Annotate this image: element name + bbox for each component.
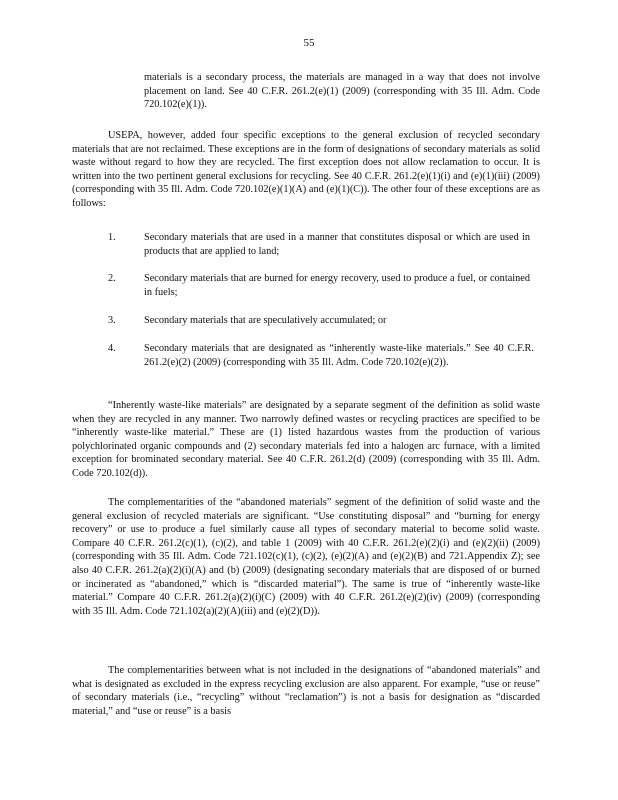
paragraph-express-exclusion: The complementarities between what is not included in the designations of “abandoned materials” and what is designated as excluded in the express recycling exclusion are also apparent. For example, “use or reuse” of secondary materials (i.e., “recycling” without “reclamation”) is not a basis for designation as “discarded material,” and “use or reuse” is a basis bbox=[72, 665, 540, 717]
list-item-number: 4. bbox=[108, 343, 116, 354]
list-item-number: 1. bbox=[108, 232, 116, 243]
list-item-text: Secondary materials that are speculatively accumulated; or bbox=[144, 315, 387, 326]
paragraph-complementarities: The complementarities of the “abandoned materials” segment of the definition of solid waste and the general exclusion of recycled materials are significant. “Use constituting disposal” and “burning for energy recovery” or use to produce a fuel similarly cause all types of secondary material to become solid waste. Compare 40 C.F.R. 261.2(c)(1), (c)(2), and table 1 (2009) with 40 C.F.R. 261.2(e)(2)(i) and (e)(2)(ii) (2009) (corresponding with 35 Ill. Adm. Code 721.102(c)(1), (c)(2), (e)(2)(A) and (e)(2)(B) and 721.Appendix Z); see also 40 C.F.R. 261.2(a)(2)(i)(A) and (b) (2009) (designating secondary materials that are disposed of or burned or incinerated as “abandoned,” which is “discarded material”). The same is true of “inherently waste-like material.” Compare 40 C.F.R. 261.2(a)(2)(i)(C) (2009) with 40 C.F.R. 261.2(e)(2)(iv) (2009) (corresponding with 35 Ill. Adm. Code 721.102(a)(2)(A)(iii) and (e)(2)(D)). bbox=[72, 497, 540, 617]
list-item-number: 3. bbox=[108, 315, 116, 326]
paragraph-inherently-waste-like: “Inherently waste-like materials” are designated by a separate segment of the definition as solid waste when they are recycled in any manner. Two narrowly defined wastes or recycling practices are specified to be “inherently waste-like material.” These are (1) listed hazardous wastes from the production of various polychlorinated organic compounds and (2) secondary materials fed into a halogen arc furnace, with a limited exception for brominated secondary material. See 40 C.F.R. 261.2(d) (2009) (corresponding with 35 Ill. Adm. Code 720.102(d)). bbox=[72, 400, 540, 479]
list-item-text: Secondary materials that are designated as “inherently waste-like materials.” See 40 C.F.R. 261.2(e)(2) (2009) (corresponding with 35 Ill. Adm. Code 720.102(e)(2)). bbox=[144, 343, 534, 368]
page-number: 55 bbox=[303, 37, 315, 49]
paragraph-continued: materials is a secondary process, the materials are managed in a way that does not involve placement on land. See 40 C.F.R. 261.2(e)(1) (2009) (corresponding with 35 Ill. Adm. Code 720.102(e)(1)). bbox=[144, 72, 540, 111]
list-item-text: Secondary materials that are burned for energy recovery, used to produce a fuel, or contained in fuels; bbox=[144, 273, 530, 298]
list-item-number: 2. bbox=[108, 273, 116, 284]
list-item-text: Secondary materials that are used in a manner that constitutes disposal or which are used in products that are applied to land; bbox=[144, 232, 530, 257]
paragraph-exceptions: USEPA, however, added four specific exceptions to the general exclusion of recycled secondary materials that are not reclaimed. These exceptions are in the form of designations of secondary materials as solid waste without regard to how they are recycled. The first exception does not allow reclamation to occur. It is written into the two pertinent general exclusions for recycling. See 40 C.F.R. 261.2(e)(1)(i) and (e)(1)(iii) (2009) (corresponding with 35 Ill. Adm. Code 720.102(e)(1)(A) and (e)(1)(C)). The other four of these exceptions are as follows: bbox=[72, 130, 540, 209]
